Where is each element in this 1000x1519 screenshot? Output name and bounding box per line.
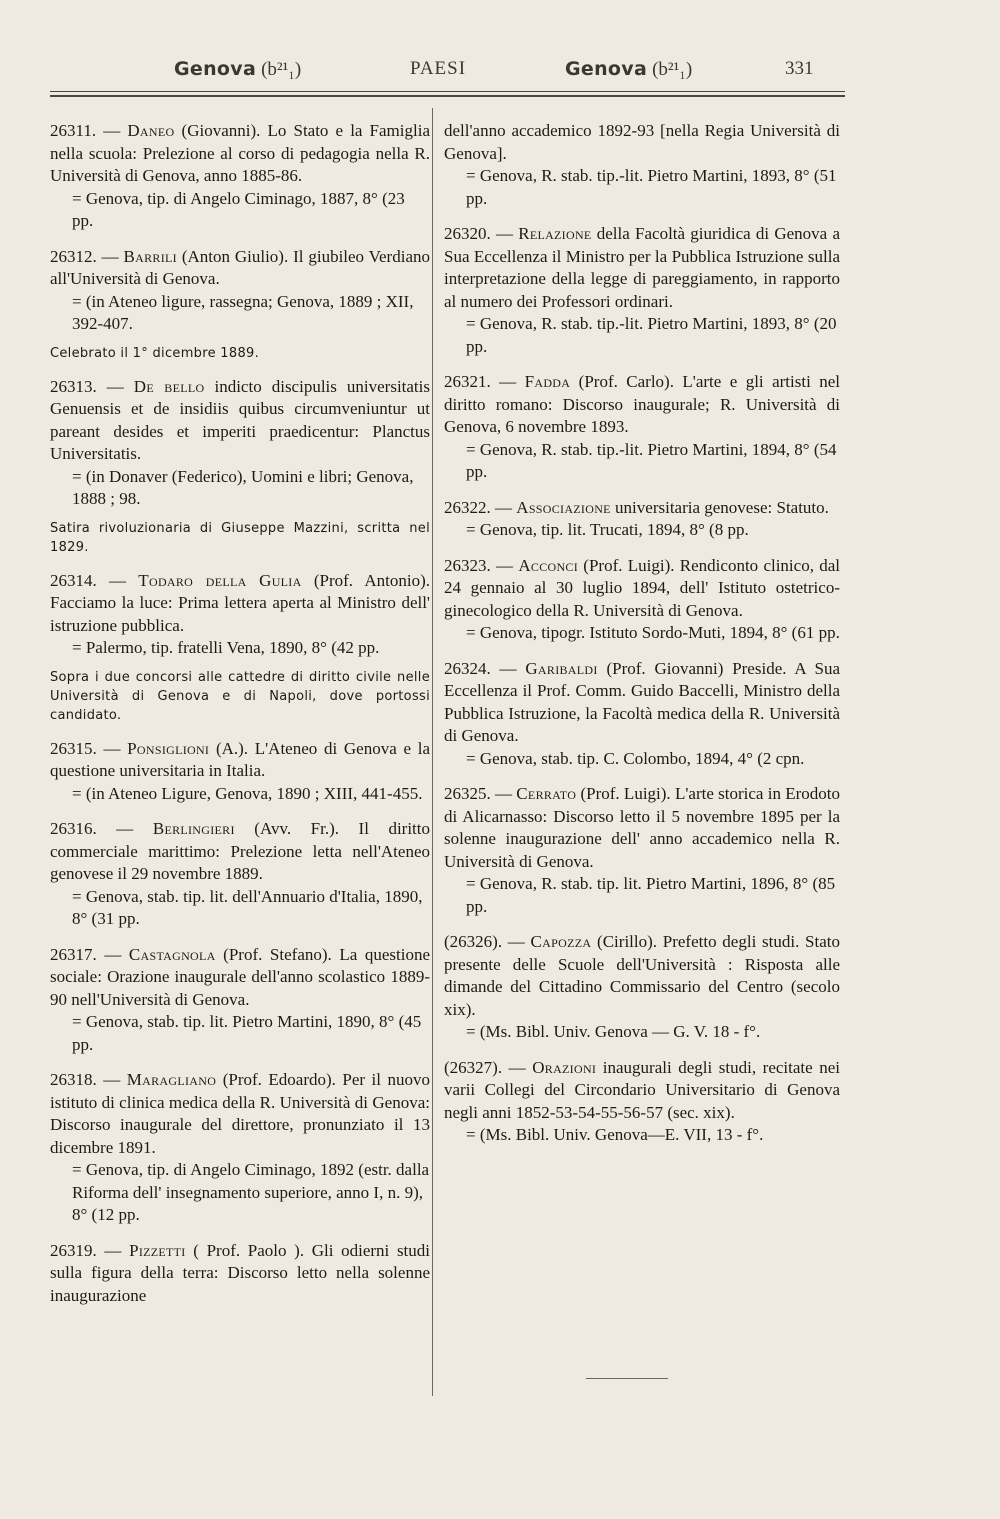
entry-note: Satira rivoluzionaria di Giuseppe Mazzini, scritta nel 1829. xyxy=(50,520,430,555)
entry-title: (Prof. Carlo). L'arte e gli artisti nel diritto romano: Discorso inaugurale; R. Università di Genova, 6 novembre 1893. xyxy=(444,372,841,436)
bibliography-entry xyxy=(444,497,840,542)
entry-author: Barrili xyxy=(123,246,177,266)
entry-number: 26314. xyxy=(50,570,97,590)
bibliography-entry xyxy=(50,376,430,557)
entry-number: 26318. xyxy=(50,1070,97,1089)
entry-dash: — xyxy=(96,1240,130,1260)
running-header xyxy=(170,58,845,92)
entry-author: Maragliano xyxy=(126,1070,217,1089)
entry-number: 26321. xyxy=(444,372,491,391)
entry-title: (Cirillo). Prefetto degli studi. Stato presente delle Scuole dell'Università : Risposta alle dimande del Cittadino Commissario del Centro (secolo xix). xyxy=(444,932,841,1019)
entry-title: indicto discipulis universitatis Genuensis et de insidiis quibus circumveniuntur ut pareant desides et imperiti praedicentur: Planctus Universitatis. xyxy=(50,376,430,463)
entry-title: (Prof. Antonio). Facciamo la luce: Prima lettera aperta al Ministro dell' istruzione pubblica. xyxy=(50,570,430,635)
entry-text xyxy=(50,819,430,883)
entry-number: 26320. xyxy=(444,224,491,243)
entry-imprint: = (in Ateneo ligure, rassegna; Genova, 1889 ; XII, 392-407. xyxy=(72,291,414,333)
entry-author: Berlingieri xyxy=(152,819,235,838)
entry-number: 26325. xyxy=(444,784,491,803)
bibliography-entry xyxy=(50,1240,430,1308)
entry-title: inaugurali degli studi, recitate nei varii Collegi del Circondario Universitario di Genova negli anni 1852-53-54-55-56-57 (sec. xix). xyxy=(444,1057,841,1122)
bibliography-entry xyxy=(50,246,430,363)
entry-author: Pizzetti xyxy=(129,1240,186,1260)
entry-imprint: = (Ms. Bibl. Univ. Genova — G. V. 18 - f°. xyxy=(466,1022,761,1041)
entry-imprint: = Palermo, tip. fratelli Vena, 1890, 8° (42 pp. xyxy=(72,638,380,657)
entry-dash: — xyxy=(490,372,525,391)
entry-number: 26317. xyxy=(50,944,97,964)
entry-dash: — xyxy=(96,570,139,590)
entry-author: Cerrato xyxy=(516,784,577,803)
entry-text xyxy=(50,377,430,464)
entry-dash: — xyxy=(96,1070,127,1089)
bibliography-entry xyxy=(50,1069,430,1227)
entry-number: 26319. xyxy=(50,1240,97,1260)
entry-dash: — xyxy=(490,497,517,517)
entry-note: Celebrato il 1° dicembre 1889. xyxy=(50,345,260,361)
entry-number: 26315. xyxy=(50,738,97,758)
entry-text xyxy=(444,932,840,1019)
entry-number: 26313. xyxy=(50,376,97,396)
entry-number: 26324. xyxy=(444,658,491,678)
bibliography-entry xyxy=(444,658,840,771)
entry-dash: — xyxy=(96,121,128,140)
entry-text xyxy=(444,556,840,620)
right-column xyxy=(444,120,840,1160)
entry-title: (Prof. Luigi). Rendiconto clinico, dal 24 gennaio al 30 luglio 1894, dell' Istituto ostetrico-ginecologico della R. Università di Genova. xyxy=(444,555,840,620)
entry-imprint: = Genova, tip. di Angelo Ciminago, 1887, 8° (23 pp. xyxy=(72,188,405,230)
entry-title: ( Prof. Paolo ). Gli odierni studi sulla figura della terra: Discorso letto nella solenne inaugurazione xyxy=(50,1240,431,1305)
entry-dash: — xyxy=(96,246,124,266)
entry-author: De bello xyxy=(133,376,205,396)
entry-imprint: = Genova, tip. di Angelo Ciminago, 1892 (estr. dalla Riforma dell' insegnamento superiore, anno I, n. 9), 8° (12 pp. xyxy=(72,1160,430,1224)
entry-number: (26326). xyxy=(444,932,503,951)
header-rule-thin xyxy=(50,91,845,92)
entry-author: Fadda xyxy=(524,372,571,391)
entry-dash: — xyxy=(490,224,519,243)
entry-title: (Avv. Fr.). Il diritto commerciale marittimo: Prelezione letta nell'Ateneo genovese il 29 novembre 1889. xyxy=(50,819,430,883)
entry-title: (Anton Giulio). Il giubileo Verdiano all'Università di Genova. xyxy=(50,246,430,288)
entry-dash: — xyxy=(502,1057,533,1077)
entry-imprint: = Genova, R. stab. tip.-lit. Pietro Martini, 1893, 8° (20 pp. xyxy=(466,314,837,356)
bibliography-entry xyxy=(444,1057,840,1147)
column-divider xyxy=(432,108,433,1396)
entry-number: 26322. xyxy=(444,497,491,517)
entry-imprint: = Genova, tip. lit. Trucati, 1894, 8° (8 pp. xyxy=(466,520,749,539)
bibliography-entry xyxy=(444,223,840,358)
entry-author: Relazione xyxy=(518,224,592,243)
entry-title: universitaria genovese: Statuto. xyxy=(610,497,829,517)
entry-text xyxy=(50,945,430,1009)
entry-note: Sopra i due concorsi alle cattedre di diritto civile nelle Università di Genova e di Napoli, dove portossi candidato. xyxy=(50,669,430,723)
entry-title: (Giovanni). Lo Stato e la Famiglia nella scuola: Prelezione al corso di pedagogia nella R. Università di Genova, anno 1885-86. xyxy=(50,121,430,185)
bibliography-entry xyxy=(444,120,840,210)
entry-title: (Prof. Edoardo). Per il nuovo istituto di clinica medica della R. Università di Genova: Discorso inaugurale del direttore, pronunziato il 13 dicembre 1891. xyxy=(50,1070,430,1157)
entry-text xyxy=(444,121,840,163)
end-rule xyxy=(586,1378,668,1379)
bibliography-entry xyxy=(444,555,840,645)
entry-author: Garibaldi xyxy=(525,658,598,678)
entry-imprint: = Genova, tipogr. Istituto Sordo-Muti, 1894, 8° (61 pp. xyxy=(466,623,840,642)
entry-text xyxy=(50,1070,430,1157)
entry-text xyxy=(444,659,840,746)
entry-dash: — xyxy=(96,819,153,838)
entry-imprint: = Genova, stab. tip. lit. Pietro Martini, 1890, 8° (45 pp. xyxy=(72,1012,422,1054)
entry-imprint: = (in Ateneo Ligure, Genova, 1890 ; XIII, 441-455. xyxy=(72,783,423,803)
entry-author: Orazioni xyxy=(532,1057,597,1077)
entry-author: Daneo xyxy=(127,121,175,140)
entry-dash: — xyxy=(96,738,128,758)
entry-title: (Prof. Luigi). L'arte storica in Erodoto di Alicarnasso: Discorso letto il 5 novembre 1895 per la solenne inaugurazione dell' anno accademico nella R. Università di Genova. xyxy=(444,784,840,871)
bibliography-entry xyxy=(50,120,430,233)
entry-text xyxy=(444,784,840,871)
entry-author: Castagnola xyxy=(128,944,216,964)
entry-author: Todaro della Gulia xyxy=(138,570,302,590)
entry-dash: — xyxy=(96,944,129,964)
entry-number: 26316. xyxy=(50,819,97,838)
entry-text xyxy=(444,498,829,517)
entry-text xyxy=(444,372,840,436)
entry-title: dell'anno accademico 1892-93 [nella Regia Università di Genova]. xyxy=(444,121,840,163)
entry-dash: — xyxy=(490,658,526,678)
bibliography-entry xyxy=(444,371,840,484)
entry-imprint: = (in Donaver (Federico), Uomini e libri; Genova, 1888 ; 98. xyxy=(72,466,414,508)
entry-text xyxy=(444,224,840,311)
left-column xyxy=(50,120,430,1320)
entry-author: Ponsiglioni xyxy=(127,738,210,758)
bibliography-entry xyxy=(444,931,840,1044)
bibliography-entry xyxy=(50,570,430,725)
bibliography-entry xyxy=(50,818,430,931)
entry-dash: — xyxy=(502,932,531,951)
entry-imprint: = Genova, R. stab. tip.-lit. Pietro Martini, 1894, 8° (54 pp. xyxy=(466,439,837,481)
entry-imprint: = Genova, stab. tip. C. Colombo, 1894, 4° (2 cpn. xyxy=(466,748,805,768)
entry-imprint: = Genova, R. stab. tip.-lit. Pietro Martini, 1893, 8° (51 pp. xyxy=(466,166,837,208)
entry-number: 26323. xyxy=(444,555,491,575)
header-left-heading: Genova (b²¹₁) xyxy=(174,58,302,80)
entry-text xyxy=(444,1058,840,1122)
entry-dash: — xyxy=(96,376,134,396)
header-section-title: PAESI xyxy=(410,58,467,79)
entry-text xyxy=(50,121,430,185)
bibliography-entry xyxy=(50,944,430,1057)
entry-dash: — xyxy=(490,555,519,575)
entry-text xyxy=(50,739,430,781)
entry-title: (Prof. Giovanni) Preside. A Sua Eccellenza il Prof. Comm. Guido Baccelli, Ministro della Pubblica Istruzione, la Facoltà medica della R. Università di Genova. xyxy=(444,658,840,745)
bibliography-entry xyxy=(50,738,430,806)
entry-author: Associazione xyxy=(516,497,611,517)
entry-imprint: = Genova, R. stab. tip. lit. Pietro Martini, 1896, 8° (85 pp. xyxy=(466,874,836,916)
header-rule-thick xyxy=(50,95,845,97)
entry-title: (Prof. Stefano). La questione sociale: Orazione inaugurale dell'anno scolastico 1889-90 nell'Università di Genova. xyxy=(50,944,430,1009)
entry-number: 26312. xyxy=(50,246,97,266)
entry-number: 26311. xyxy=(50,121,97,140)
entry-dash: — xyxy=(490,784,517,803)
entry-text xyxy=(50,1241,430,1305)
entry-text xyxy=(50,571,430,635)
header-right-heading: Genova (b²¹₁) xyxy=(565,58,693,80)
bibliography-entry xyxy=(444,783,840,918)
entry-title: (A.). L'Ateneo di Genova e la questione universitaria in Italia. xyxy=(50,738,430,780)
entry-imprint: = (Ms. Bibl. Univ. Genova—E. VII, 13 - f°. xyxy=(466,1125,764,1144)
entry-author: Acconci xyxy=(518,555,579,575)
entry-author: Capozza xyxy=(530,932,592,951)
entry-text xyxy=(50,247,430,289)
entry-title: della Facoltà giuridica di Genova a Sua Eccellenza il Ministro per la Pubblica Istruzione sulla interpretazione della legge di pareggiamento, in rapporto al numero dei Professori ordinari. xyxy=(444,224,840,311)
page-number: 331 xyxy=(785,58,814,79)
entry-number: (26327). xyxy=(444,1057,503,1077)
entry-imprint: = Genova, stab. tip. lit. dell'Annuario d'Italia, 1890, 8° (31 pp. xyxy=(72,886,423,928)
